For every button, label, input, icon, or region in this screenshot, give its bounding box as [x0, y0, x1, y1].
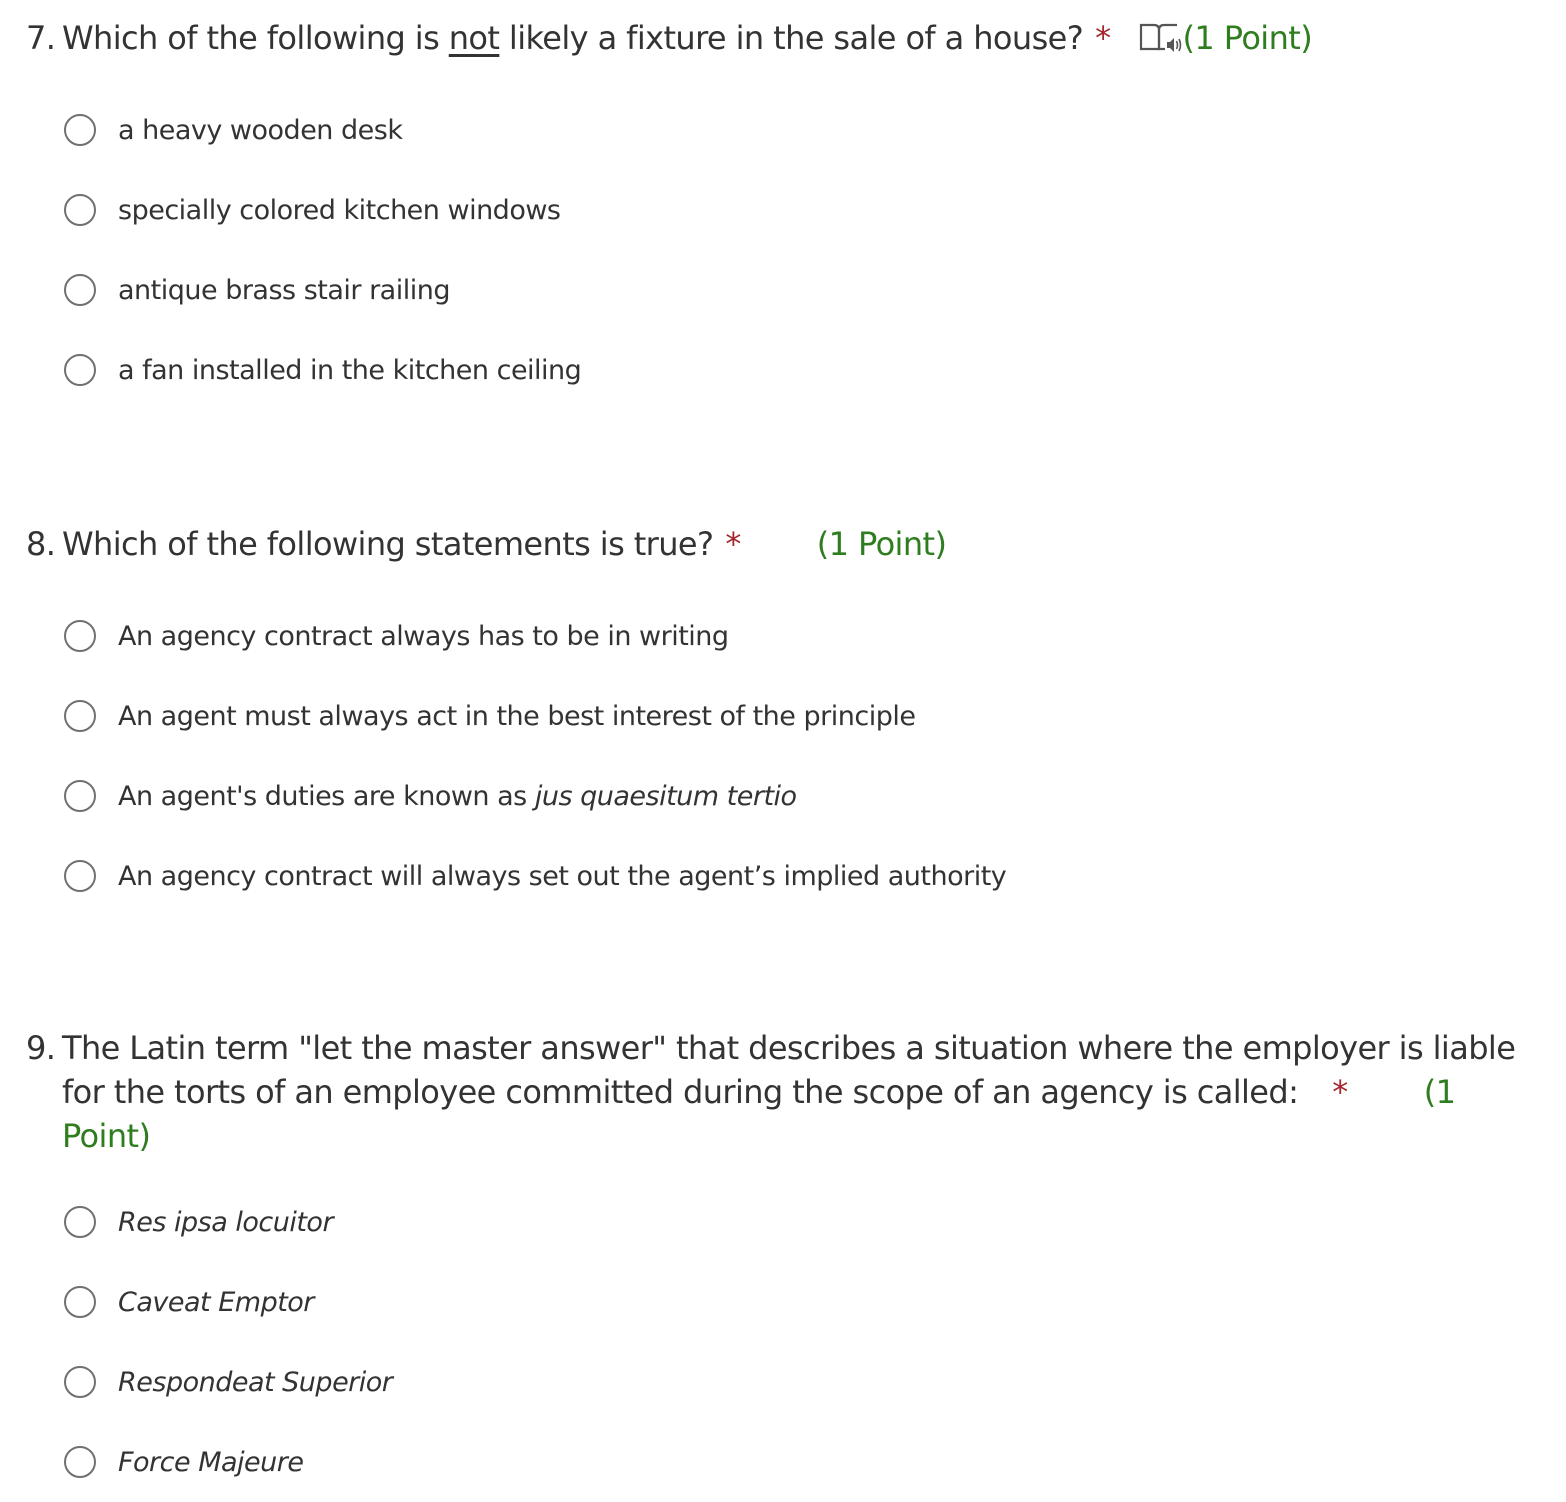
question-8-text-part: Which of the following statements is true?	[62, 525, 714, 563]
option-label: Force Majeure	[118, 1446, 304, 1478]
question-9	[26, 1026, 1546, 1502]
option-label: a heavy wooden desk	[118, 114, 403, 146]
question-7-option-3[interactable]	[64, 250, 1546, 330]
question-7-number: 7.	[26, 19, 56, 57]
question-7-title	[26, 16, 1546, 60]
option-label: specially colored kitchen windows	[118, 194, 561, 226]
option-label	[118, 781, 797, 812]
question-9-option-2[interactable]	[64, 1262, 1546, 1342]
option-label: Res ipsa locuitor	[118, 1206, 334, 1238]
question-8-text	[62, 522, 946, 566]
question-8-title	[26, 522, 1546, 566]
radio-button[interactable]	[64, 114, 96, 146]
option-label: Caveat Emptor	[118, 1286, 314, 1318]
question-8-options	[26, 596, 1546, 916]
option-label: a fan installed in the kitchen ceiling	[118, 354, 582, 386]
question-8	[26, 522, 1546, 916]
question-7-option-2[interactable]	[64, 170, 1546, 250]
question-9-options	[26, 1182, 1546, 1502]
radio-button[interactable]	[64, 780, 96, 812]
required-marker: *	[1332, 1073, 1348, 1111]
question-9-number: 9.	[26, 1029, 56, 1067]
radio-button[interactable]	[64, 1206, 96, 1238]
radio-button[interactable]	[64, 354, 96, 386]
immersive-reader-icon[interactable]	[1139, 20, 1181, 52]
question-8-option-3[interactable]	[64, 756, 1546, 836]
option-label: Respondeat Superior	[118, 1366, 393, 1398]
question-9-option-1[interactable]	[64, 1182, 1546, 1262]
required-marker: *	[1095, 19, 1111, 57]
question-9-text-part: The Latin term "let the master answer" that describes a situation where the employer is liable for the torts of an employee committed during the scope of an agency is called:	[62, 1029, 1516, 1111]
question-9-option-3[interactable]	[64, 1342, 1546, 1422]
option-label: An agent must always act in the best interest of the principle	[118, 700, 916, 732]
option-label: An agency contract always has to be in writing	[118, 620, 729, 652]
radio-button[interactable]	[64, 1366, 96, 1398]
question-7-option-1[interactable]	[64, 90, 1546, 170]
radio-button[interactable]	[64, 194, 96, 226]
question-9-points: (1 Point)	[62, 1073, 1456, 1155]
question-9-title	[26, 1026, 1546, 1158]
question-7-text-part: likely a fixture in the sale of a house?	[499, 19, 1084, 57]
question-7-text-part: Which of the following is	[62, 19, 449, 57]
option-label-prefix: An agent's duties are known as	[118, 780, 535, 812]
question-8-number: 8.	[26, 525, 56, 563]
radio-button[interactable]	[64, 620, 96, 652]
question-7-points: (1 Point)	[1182, 19, 1313, 57]
question-8-option-1[interactable]	[64, 596, 1546, 676]
question-7-option-4[interactable]	[64, 330, 1546, 410]
question-8-option-4[interactable]	[64, 836, 1546, 916]
question-7-options	[26, 90, 1546, 410]
option-label: An agency contract will always set out the agent’s implied authority	[118, 860, 1007, 892]
radio-button[interactable]	[64, 700, 96, 732]
question-7-text-underlined: not	[448, 19, 500, 57]
question-7-text	[62, 16, 1312, 60]
question-9-text	[62, 1026, 1546, 1158]
question-7	[26, 16, 1546, 410]
required-marker: *	[725, 525, 741, 563]
radio-button[interactable]	[64, 274, 96, 306]
radio-button[interactable]	[64, 1446, 96, 1478]
question-9-option-4[interactable]	[64, 1422, 1546, 1502]
option-label: antique brass stair railing	[118, 274, 450, 306]
question-8-option-2[interactable]	[64, 676, 1546, 756]
option-label-italic: jus quaesitum tertio	[534, 780, 797, 812]
radio-button[interactable]	[64, 860, 96, 892]
radio-button[interactable]	[64, 1286, 96, 1318]
question-8-points: (1 Point)	[816, 525, 947, 563]
